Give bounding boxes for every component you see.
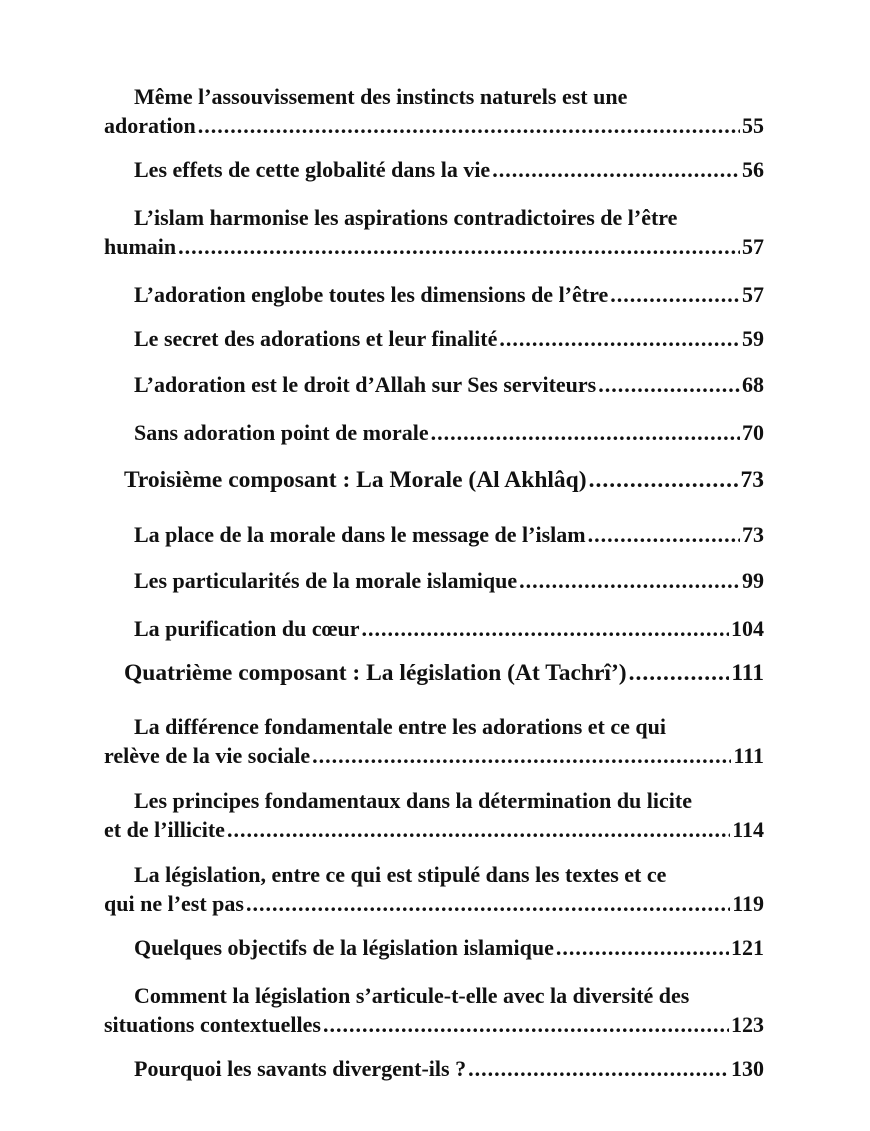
toc-entry[interactable] [104,203,764,261]
toc-entry-title: adoration [104,113,196,138]
toc-page-number: 73 [742,522,764,547]
toc-entry[interactable] [104,155,764,184]
toc-entry-title-first-line: La législation, entre ce qui est stipulé dans les textes et ce [134,862,667,887]
toc-page-number: 59 [742,326,764,351]
toc-entry-title: Les particularités de la morale islamique [134,568,518,593]
toc-entry[interactable] [104,418,764,447]
toc-page-number: 123 [731,1012,764,1037]
toc-entry-title: Pourquoi les savants divergent-ils ? [134,1056,467,1081]
dot-leader [227,815,730,844]
toc-page-number: 111 [731,660,764,686]
dot-leader [362,614,729,643]
toc-entry[interactable] [104,520,764,549]
toc-entry-title: humain [104,234,177,259]
toc-entry-title-first-line: Même l’assouvissement des instincts naturels est une [134,84,628,109]
toc-page-number: 99 [742,568,764,593]
toc-entry[interactable] [104,370,764,399]
toc-page-number: 130 [731,1056,764,1081]
toc-page-number: 114 [732,817,764,842]
dot-leader [178,232,740,261]
toc-entry-title: qui ne l’est pas [104,891,244,916]
toc-entry[interactable] [104,981,764,1039]
toc-entry-title: La place de la morale dans le message de l’islam [134,522,586,547]
toc-entry[interactable] [104,860,764,918]
dot-leader [598,370,740,399]
dot-leader [492,155,740,184]
toc-entry[interactable] [104,324,764,353]
toc-page-number: 55 [742,113,764,138]
toc-entry-title-first-line: La différence fondamentale entre les adorations et ce qui [134,714,666,739]
toc-entry-title-first-line: Les principes fondamentaux dans la détermination du licite [134,788,692,813]
toc-entry[interactable] [104,712,764,770]
toc-entry-title-first-line: Comment la législation s’articule-t-elle avec la diversité des [134,983,690,1008]
dot-leader [431,418,740,447]
toc-section-title: Troisième composant : La Morale (Al Akhlâq) [124,467,587,493]
dot-leader [519,566,740,595]
dot-leader [312,741,731,770]
toc-entry[interactable] [104,786,764,844]
dot-leader [198,111,740,140]
dot-leader [499,324,740,353]
toc-page-number: 121 [731,935,764,960]
toc-entry-title: et de l’illicite [104,817,225,842]
toc-entry-title: Sans adoration point de morale [134,420,429,445]
toc-entry[interactable] [104,933,764,962]
toc-page-number: 70 [742,420,764,445]
toc-section-title: Quatrième composant : La législation (At Tachrî’) [124,660,627,686]
dot-leader [323,1010,729,1039]
toc-entry[interactable] [104,566,764,595]
dot-leader [246,889,730,918]
toc-entry[interactable] [104,614,764,643]
toc-entry-title: Le secret des adorations et leur finalité [134,326,498,351]
toc-entry-title: Quelques objectifs de la législation islamique [134,935,554,960]
dot-leader [629,659,730,688]
toc-page-number: 57 [742,282,764,307]
toc-section-entry[interactable] [104,466,764,495]
toc-entry[interactable] [104,82,764,140]
toc-entry-title: L’adoration englobe toutes les dimensions de l’être [134,282,609,307]
toc-section-entry[interactable] [104,659,764,688]
toc-entry-title: Les effets de cette globalité dans la vie [134,157,491,182]
dot-leader [588,520,740,549]
dot-leader [556,933,729,962]
toc-entry[interactable] [104,1054,764,1083]
toc-entry[interactable] [104,280,764,309]
toc-entry-title: relève de la vie sociale [104,743,311,768]
toc-page-number: 57 [742,234,764,259]
toc-entry-title: situations contextuelles [104,1012,321,1037]
toc-entry-title: La purification du cœur [134,616,360,641]
dot-leader [610,280,740,309]
dot-leader [468,1054,729,1083]
toc-page-number: 111 [733,743,764,768]
toc-page-number: 119 [732,891,764,916]
toc-page-number: 56 [742,157,764,182]
dot-leader [589,466,739,495]
toc-page-number: 73 [740,467,764,493]
toc-entry-title: L’adoration est le droit d’Allah sur Ses serviteurs [134,372,597,397]
toc-page-number: 68 [742,372,764,397]
toc-page-number: 104 [731,616,764,641]
toc-entry-title-first-line: L’islam harmonise les aspirations contradictoires de l’être [134,205,678,230]
